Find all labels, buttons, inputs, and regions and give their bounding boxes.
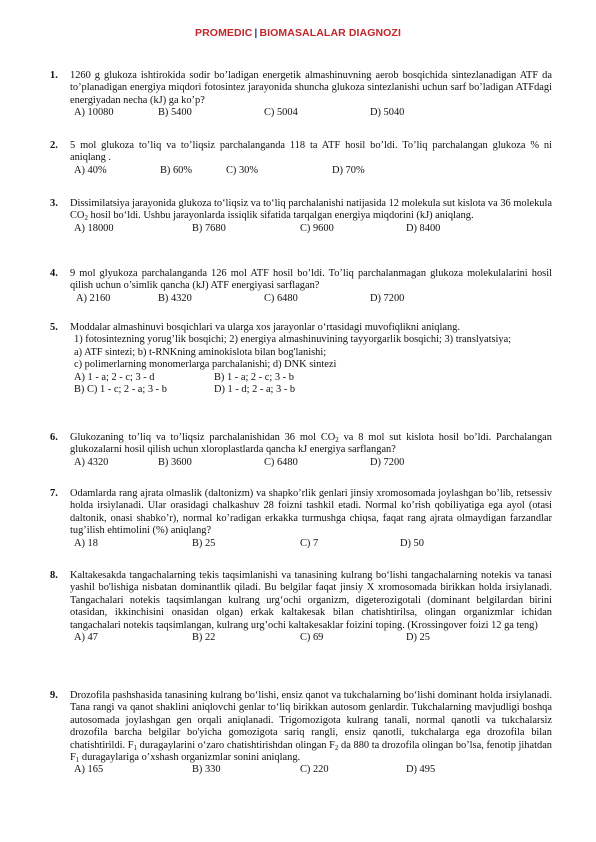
subscript: 2 xyxy=(335,436,339,444)
subscript: 1 xyxy=(133,743,138,752)
answer-options xyxy=(74,632,552,644)
option-c[interactable]: B) C) 1 - c; 2 - a; 3 - b xyxy=(74,384,167,396)
option-a[interactable]: A) 40% xyxy=(74,164,107,176)
answer-options xyxy=(74,293,552,305)
option-a[interactable]: A) 4320 xyxy=(74,456,109,468)
option-b[interactable]: B) 60% xyxy=(160,164,193,176)
answer-options xyxy=(74,223,552,235)
question-text: Glukozaning to’liq va to’liqsiz parchalanishidan 36 mol $CO_2$ va 8 mol sut kislota hosil bo’ldi. Parchalangan glukozalarni hosil qilish uchun xloroplastlarda qancha kJ energiya sarflangan? xyxy=(70,432,552,456)
option-d[interactable]: D) 8400 xyxy=(406,222,441,234)
option-a[interactable]: A) 1 - a; 2 - c; 3 - d xyxy=(74,371,155,383)
answer-options xyxy=(74,372,552,384)
statement-line: 1) fotosintezning yorug’lik bosqichi; 2) energiya almashinuvining tayyorgarlik bosqichi; 3) translyatsiya; xyxy=(74,334,512,346)
answer-options xyxy=(74,107,552,119)
question-number: 2. xyxy=(50,140,58,151)
question-number: 6. xyxy=(50,432,58,443)
question-7 xyxy=(50,488,552,550)
question-number: 3. xyxy=(50,198,58,209)
question-4 xyxy=(50,268,552,305)
option-a[interactable]: A) 18 xyxy=(74,537,98,549)
option-b[interactable]: B) 330 xyxy=(192,764,221,776)
answer-options xyxy=(74,384,552,396)
option-c[interactable]: C) 6480 xyxy=(264,292,298,304)
subscript: 2 xyxy=(84,214,88,223)
answer-options xyxy=(74,165,552,177)
question-text: Odamlarda rang ajrata olmaslik (daltonizm) va shapko’rlik genlari jinsiy xromosomada joylashgan bo’lib, retsessiv holda irsiylanadi. Ular orasidagi chalkashuv 28 foizni tashkil etadi. Normal ko’rish qobiliyatiga ega ayol (otasi daltonik, onasi shabko’r), normal ko’radigan erkakka turmushga chiqsa, faqat rang ajrata olmaydigan farzandlar tug’ilish ehtimolini (%) aniqlang? xyxy=(70,488,552,537)
option-a[interactable]: A) 165 xyxy=(74,764,104,776)
question-6 xyxy=(50,432,552,469)
option-d[interactable]: D) 50 xyxy=(400,537,424,549)
question-text: Drozofila pashshasida tanasining kulrang bo‘lishi, ensiz qanot va tukchalarning bo‘lishi dominant holda irsiylanadi. Tana rangi va qanot shaklini aniqlovchi genlar to‘liq birikkan autosom genlardir. Tukchalarning mavjudligi boshqa autosomada joylashgan gen orqali aniqlanadi. Trigomozigota kulrang tanali, normal qanotli va tukchalarsiz drozofila barcha belgilar bo'yicha gomozigota sariq rangli, ensiz qanotli, tukchalarga ega drozofila bilan chatishtirildi. $F_1$ duragaylarini o‘zaro chatishtirishdan olingan $F_2$ da 880 ta drozofila olingan bo’lsa, fenotip jihatdan $F_1$ duragaylariga o’xshash organizmlar sonini aniqlang. xyxy=(70,690,552,765)
option-a[interactable]: A) 2160 xyxy=(76,292,111,304)
answer-options xyxy=(74,764,552,776)
question-text: Dissimilatsiya jarayonida glukoza to‘liqsiz va to‘liq parchalanishi natijasida 12 molekula sut kislota va 36 molekula $CO_2$ hosil bo‘ldi. Ushbu jarayonlarda issiqlik sifatida tarqalgan energiya miqdorini (kJ) aniqlang. xyxy=(70,198,552,223)
question-text: 9 mol glyukoza parchalanganda 126 mol ATF hosil bo’ldi. To’liq parchalanmagan glukoza molekulalarini hosil qilish uchun o’simlik qancha (kJ) ATF energiyasi sarflagan? xyxy=(70,268,552,292)
answer-options xyxy=(74,457,552,469)
page-header xyxy=(0,27,596,39)
question-number: 1. xyxy=(50,70,58,81)
option-b[interactable]: B) 25 xyxy=(192,537,216,549)
option-d[interactable]: D) 495 xyxy=(406,764,436,776)
question-5 xyxy=(50,322,552,396)
option-b[interactable]: B) 22 xyxy=(192,632,216,644)
option-d[interactable]: D) 5040 xyxy=(370,107,405,119)
option-b[interactable]: B) 4320 xyxy=(158,292,192,304)
question-number: 9. xyxy=(50,690,58,701)
question-number: 5. xyxy=(50,322,58,333)
option-c[interactable]: C) 9600 xyxy=(300,222,334,234)
question-3 xyxy=(50,198,552,235)
option-d[interactable]: D) 7200 xyxy=(370,456,405,468)
option-d[interactable]: D) 1 - d; 2 - a; 3 - b xyxy=(214,384,296,396)
option-d[interactable]: D) 70% xyxy=(332,164,365,176)
option-c[interactable]: C) 7 xyxy=(300,537,319,549)
question-number: 4. xyxy=(50,268,58,279)
question-text: Kaltakesakda tangachalarning tekis taqsimlanishi va tanasining kulrang bo‘lishi tangachalarning notekis va tanasi yashil bo'lishiga nisbatan dominantlik qiladi. Bu belgilar faqat jinsiy X xromosomada birikkan holda irsiylanadi. Tangachalari notekis taqsimlangan kulrang urg‘ochi organizm, digeterozigotali (dominant belgilardan birini otasidan, ikkinchisini onasidan olgan) erkak kaltakesak bilan chatishtirilsa, olingan organizmlar ichidan tangachalari notekis taqsimlangan, kulrang urg’ochi kaltakesaklar foizini toping. (Krossingover foizi 12 ga teng) xyxy=(70,570,552,631)
question-text: 5 mol glukoza to’liq va to’liqsiz parchalanganda 118 ta ATF hosil bo’ldi. To’liq parchalangan glukoza % ni aniqlang . xyxy=(70,140,552,164)
question-2 xyxy=(50,140,552,177)
option-c[interactable]: C) 30% xyxy=(226,164,259,176)
subscript: 2 xyxy=(334,743,339,752)
question-9 xyxy=(50,690,552,777)
option-d[interactable]: D) 7200 xyxy=(370,292,405,304)
statement-line: c) polimerlarning monomerlarga parchalanishi; d) DNK sintezi xyxy=(74,359,337,371)
question-text: 1260 g glukoza ishtirokida sodir bo’ladigan energetik almashinuvning aerob bosqichida sintezlanadigan ATF da to’planadigan energiya miqdori fotosintez jarayonida shuncha glukoza sintezlanishi uchun sarf bo’ladigan ATFdagi energiyadan necha (kJ) ga ko’p? xyxy=(70,70,552,106)
option-b[interactable]: B) 1 - a; 2 - c; 3 - b xyxy=(214,371,294,383)
option-b[interactable]: B) 3600 xyxy=(158,456,192,468)
statement-line: a) ATF sintezi; b) t-RNKning aminokislota bilan bog'lanishi; xyxy=(74,346,327,358)
option-a[interactable]: A) 10080 xyxy=(74,107,114,119)
question-number: 7. xyxy=(50,488,58,499)
question-1 xyxy=(50,70,552,120)
question-text: Moddalar almashinuvi bosqichlari va ularga xos jarayonlar o‘rtasidagi muvofiqlikni aniqlang. xyxy=(70,322,460,333)
option-b[interactable]: B) 7680 xyxy=(192,222,226,234)
answer-options xyxy=(74,538,552,550)
option-c[interactable]: C) 69 xyxy=(300,632,324,644)
question-number: 8. xyxy=(50,570,58,581)
option-a[interactable]: A) 47 xyxy=(74,632,98,644)
option-a[interactable]: A) 18000 xyxy=(74,222,114,234)
subscript: 1 xyxy=(75,756,80,765)
option-c[interactable]: C) 6480 xyxy=(264,456,298,468)
header-subtitle: BIOMASALALAR DIAGNOZI xyxy=(259,27,401,39)
question-8 xyxy=(50,570,552,644)
header-separator: | xyxy=(254,27,258,39)
option-b[interactable]: B) 5400 xyxy=(158,107,192,119)
option-c[interactable]: C) 5004 xyxy=(264,107,298,119)
header-brand: PROMEDIC xyxy=(195,27,253,39)
option-d[interactable]: D) 25 xyxy=(406,632,430,644)
option-c[interactable]: C) 220 xyxy=(300,764,329,776)
